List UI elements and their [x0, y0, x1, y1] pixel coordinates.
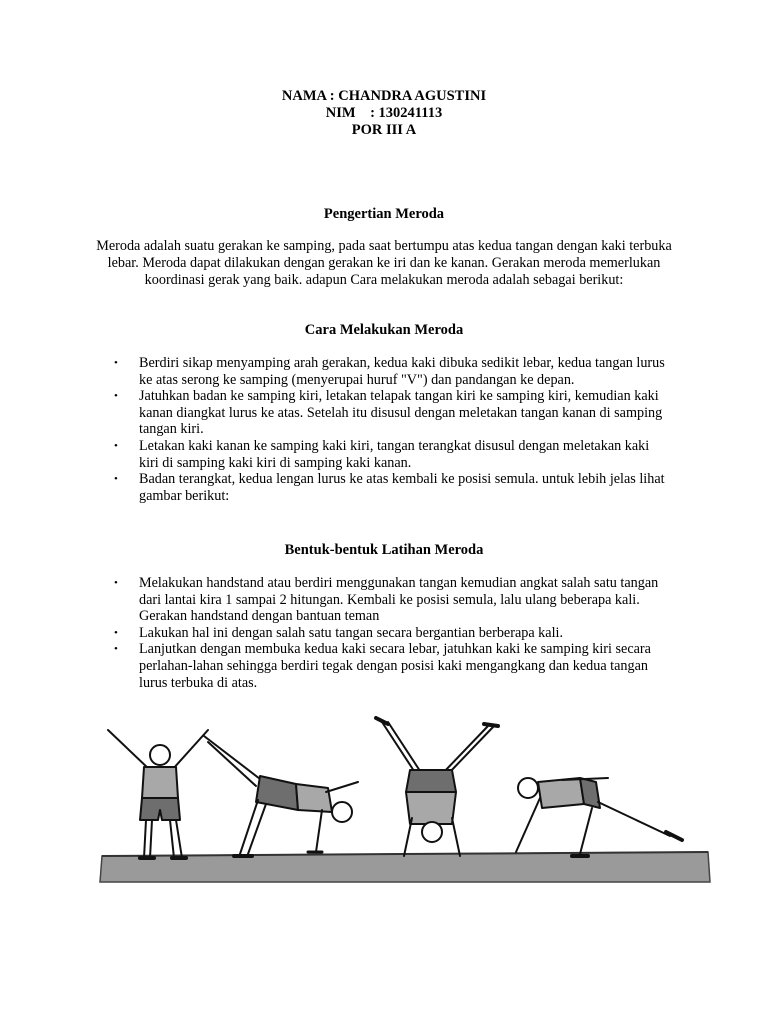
bullet-icon: •	[114, 643, 118, 656]
list-item: • Lanjutkan dengan membuka kedua kaki secara lebar, jatuhkan kaki ke samping kiri secara perlahan-lahan sehingga berdiri tegak dengan posisi kaki mengangkang dan kedua tangan lurus terbuka di atas.	[114, 641, 651, 691]
figure-landing	[516, 778, 682, 856]
student-class: POR III A	[351, 122, 417, 138]
figure-standing-v	[108, 730, 208, 858]
section-title-bentuk: Bentuk-bentuk Latihan Meroda	[284, 542, 484, 558]
bullet-icon: •	[114, 473, 118, 486]
bullet-icon: •	[114, 439, 118, 452]
cara-list	[112, 355, 672, 504]
figure-handstand	[376, 718, 498, 856]
section-title-cara: Cara Melakukan Meroda	[304, 322, 464, 338]
list-item: • Letakan kaki kanan ke samping kaki kiri, tangan terangkat disusul dengan meletakan kaki kiri di samping kaki kiri di samping kaki kanan.	[114, 437, 650, 471]
student-header	[0, 88, 768, 139]
bullet-icon: •	[114, 577, 118, 589]
list-item: • Melakukan handstand atau berdiri menggunakan tangan kemudian angkat salah satu tangan dari lantai kira 1 sampai 2 hitungan. Kembali ke posisi semula, lalu ulang beberapa kali. Gerakan handstand dengan bantuan teman	[114, 575, 659, 625]
list-item: • Berdiri sikap menyamping arah gerakan, kedua kaki dibuka sedikit lebar, kedua tangan lurus ke atas serong ke samping (menyerupai huruf "V") dan pandangan ke depan.	[114, 355, 665, 388]
bullet-icon: •	[114, 626, 118, 639]
list-item: • Jatuhkan badan ke samping kiri, letakan telapak tangan kiri ke samping kiri, kemudian kaki kanan diangkat lurus ke atas. Setelah itu disusul dengan meletakan tangan kanan di samping tangan kiri.	[114, 388, 663, 438]
bullet-icon: •	[114, 390, 118, 403]
student-name: NAMA : CHANDRA AGUSTINI	[281, 88, 487, 104]
cartwheel-illustration	[96, 712, 716, 888]
bentuk-list	[112, 575, 672, 691]
bullet-icon: •	[114, 357, 118, 369]
figure-leaning	[204, 736, 358, 856]
student-nim: NIM : 130241113	[325, 105, 443, 121]
section-title-pengertian: Pengertian Meroda	[323, 206, 445, 222]
list-item: • Badan terangkat, kedua lengan lurus ke atas kembali ke posisi semula. untuk lebih jelas lihat gambar berikut:	[114, 471, 665, 504]
gym-mat	[100, 852, 710, 882]
list-item: • Lakukan hal ini dengan salah satu tangan secara bergantian berberapa kali.	[114, 624, 563, 641]
definition-paragraph: Meroda adalah suatu gerakan ke samping, pada saat bertumpu atas kedua tangan dengan kaki terbuka lebar. Meroda dapat dilakukan dengan gerakan ke iri dan ke kanan. Gerakan meroda memerlukan koordinasi gerak yang baik. adapun Cara melakukan meroda adalah sebagai berikut:	[96, 238, 672, 288]
